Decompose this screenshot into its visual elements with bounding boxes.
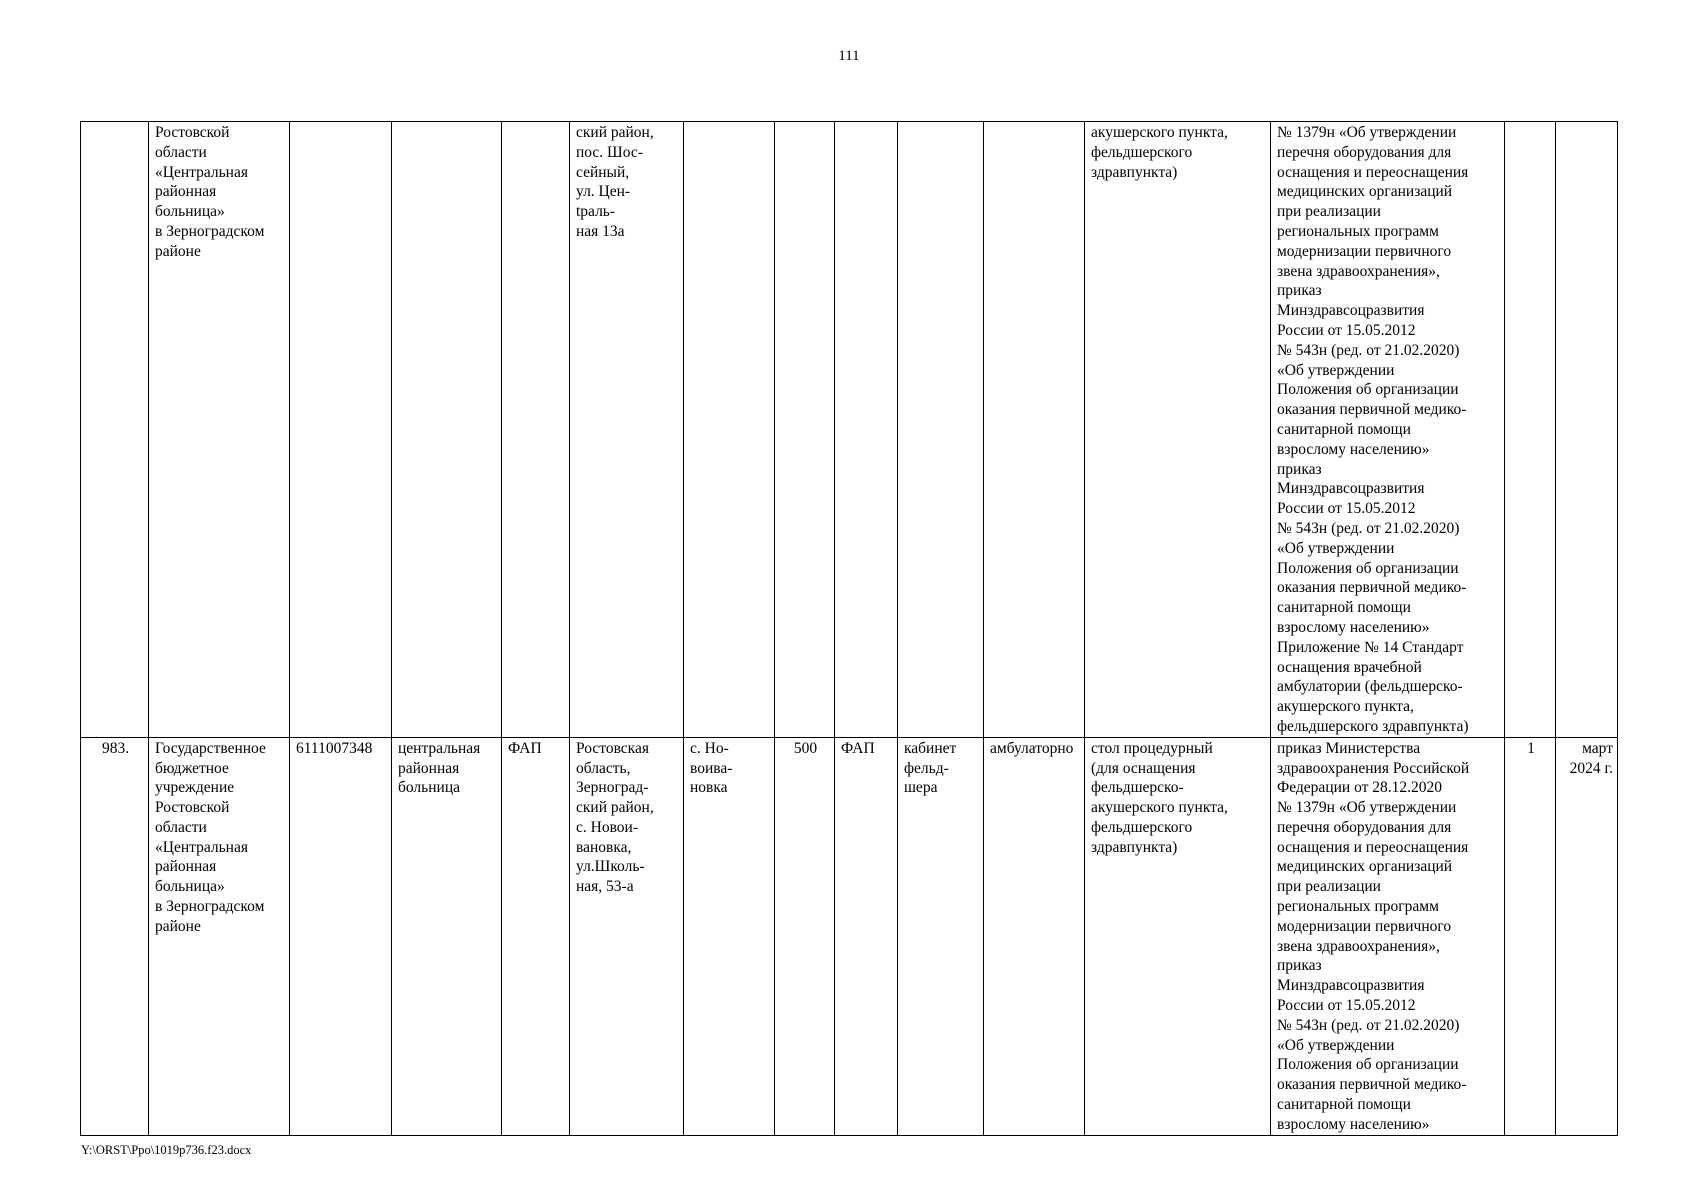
cell-date xyxy=(1556,122,1618,738)
cell-inn: 6111007348 xyxy=(290,737,392,1135)
cell-subdivision xyxy=(502,122,570,738)
cell-room: кабинет фельд- шера xyxy=(898,737,984,1135)
cell-quantity: 1 xyxy=(1505,737,1556,1135)
cell-population: 500 xyxy=(775,737,835,1135)
cell-address: Ростовская область, Зерноград- ский район, с. Новои- вановка, ул.Школь- ная, 53-а xyxy=(570,737,684,1135)
cell-number xyxy=(81,122,149,738)
cell-address: ский район, пос. Шос- сейный, ул. Цен- tраль- ная 13а xyxy=(570,122,684,738)
cell-date: март 2024 г. xyxy=(1556,737,1618,1135)
table-row xyxy=(81,122,1618,738)
cell-quantity xyxy=(1505,122,1556,738)
cell-population xyxy=(775,122,835,738)
cell-type: центральная районная больница xyxy=(392,737,502,1135)
cell-institution: Ростовской области «Центральная районная больница» в Зерноградском районе xyxy=(149,122,290,738)
page-number: 111 xyxy=(838,48,860,64)
cell-form: амбулаторно xyxy=(984,737,1085,1135)
cell-room xyxy=(898,122,984,738)
cell-basis: приказ Министерства здравоохранения Российской Федерации от 28.12.2020 № 1379н «Об утверждении перечня оборудования для оснащения и переоснащения медицинских организаций при реализации региональных программ модернизации первичного звена здравоохранения», приказ Минздравсоцразвития России от 15.05.2012 № 543н (ред. от 21.02.2020) «Об утверждении Положения об организации оказания первичной медико- санитарной помощи взрослому населению» xyxy=(1271,737,1505,1135)
cell-inn xyxy=(290,122,392,738)
cell-subdivision: ФАП xyxy=(502,737,570,1135)
cell-form xyxy=(984,122,1085,738)
cell-institution: Государственное бюджетное учреждение Ростовской области «Центральная районная больница» в Зерноградском районе xyxy=(149,737,290,1135)
table-row xyxy=(81,737,1618,1135)
cell-unit xyxy=(835,122,898,738)
cell-equipment: стол процедурный (для оснащения фельдшерско- акушерского пункта, фельдшерского здравпункта) xyxy=(1085,737,1271,1135)
cell-locality: с. Но- воива- новка xyxy=(684,737,775,1135)
cell-locality xyxy=(684,122,775,738)
cell-number: 983. xyxy=(81,737,149,1135)
cell-equipment: акушерского пункта, фельдшерского здравпункта) xyxy=(1085,122,1271,738)
footer-file-path: Y:\ORST\Ppo\1019p736.f23.docx xyxy=(81,1143,252,1157)
equipment-table xyxy=(80,121,1618,1136)
cell-unit: ФАП xyxy=(835,737,898,1135)
cell-type xyxy=(392,122,502,738)
cell-basis: № 1379н «Об утверждении перечня оборудования для оснащения и переоснащения медицинских организаций при реализации региональных программ модернизации первичного звена здравоохранения», приказ Минздравсоцразвития России от 15.05.2012 № 543н (ред. от 21.02.2020) «Об утверждении Положения об организации оказания первичной медико- санитарной помощи взрослому населению» приказ Минздравсоцразвития России от 15.05.2012 № 543н (ред. от 21.02.2020) «Об утверждении Положения об организации оказания первичной медико- санитарной помощи взрослому населению» Приложение № 14 Стандарт оснащения врачебной амбулатории (фельдшерско- акушерского пункта, фельдшерского здравпункта) xyxy=(1271,122,1505,738)
